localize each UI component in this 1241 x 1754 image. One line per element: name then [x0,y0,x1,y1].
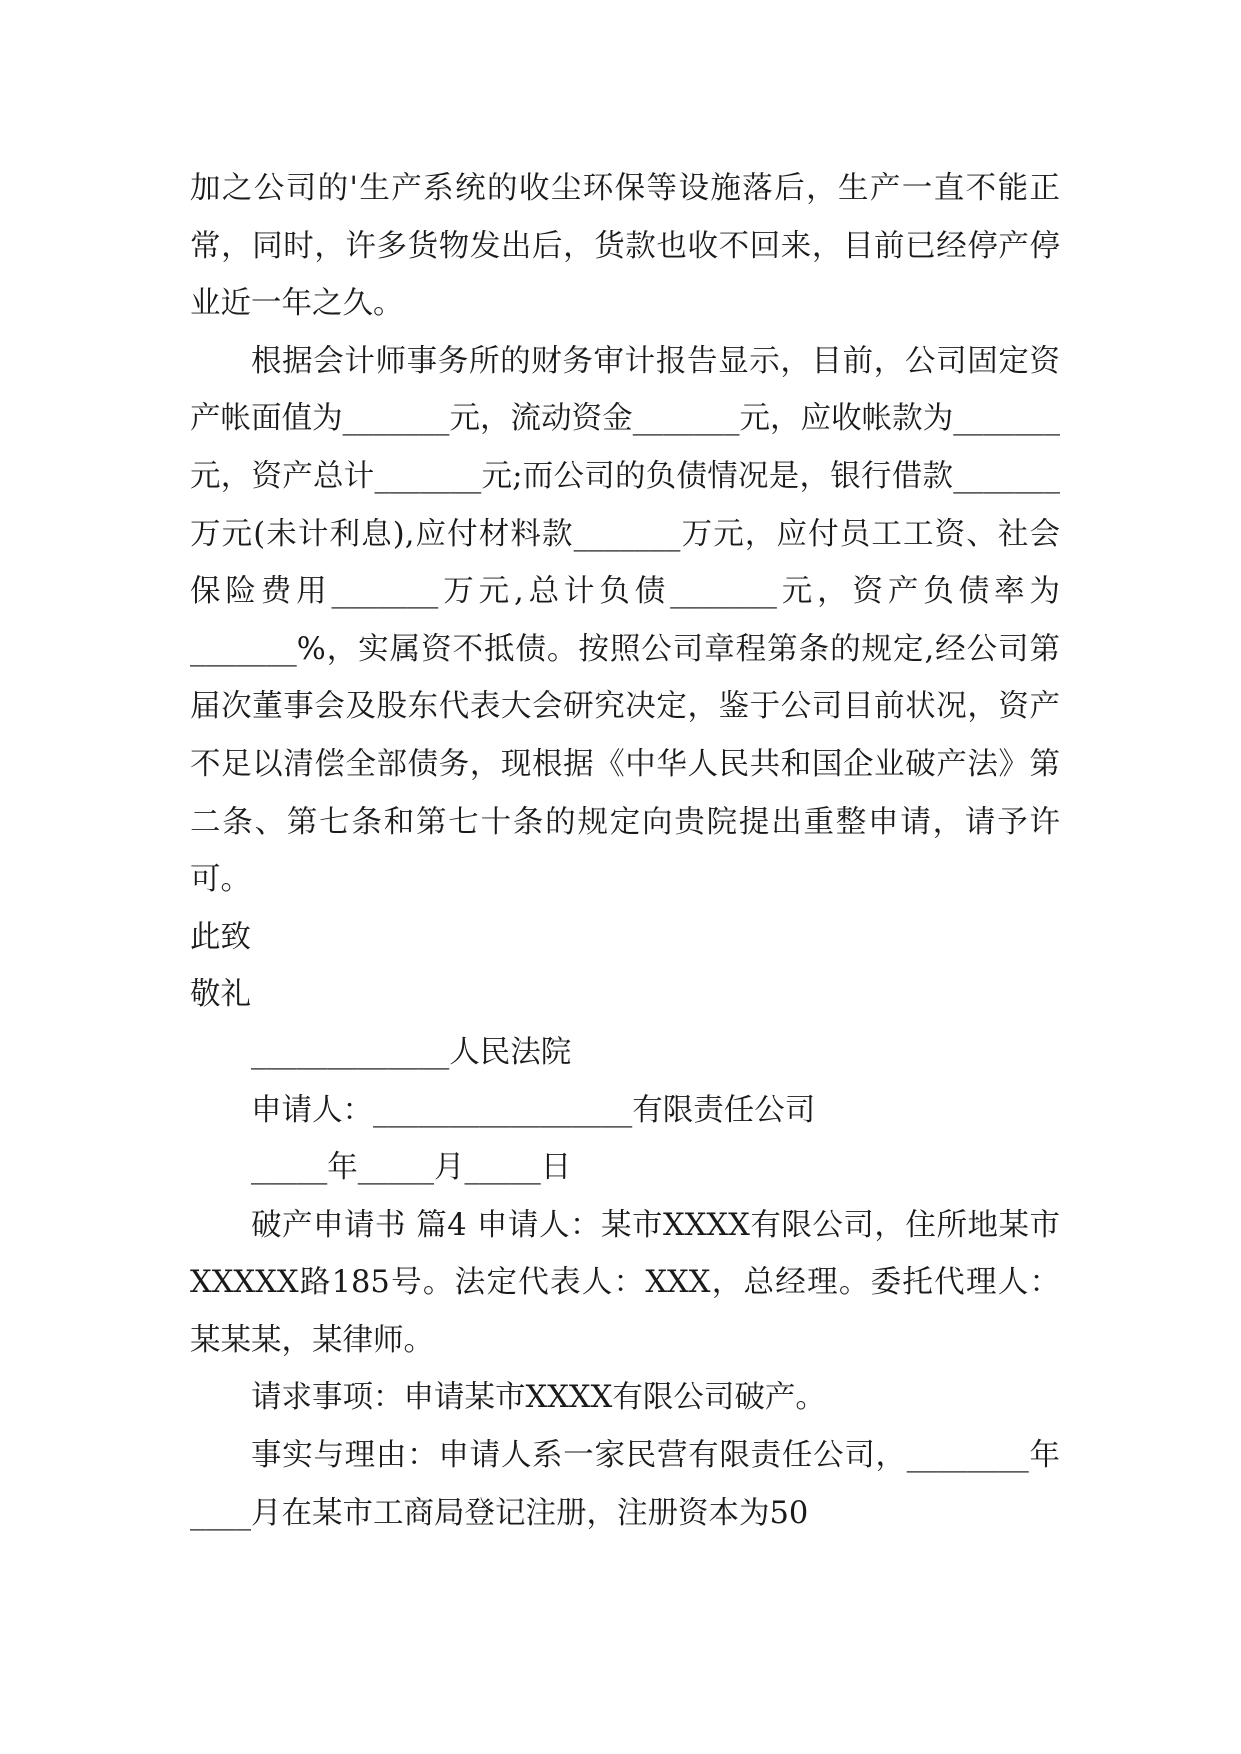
closing-salutation: 此致 [190,919,251,955]
paragraph-environment-issues: 加之公司的'生产系统的收尘环保等设施落后，生产一直不能正常，同时，许多货物发出后，货款也收不回来，目前已经停产停业近一年之久。 [190,171,1060,322]
document-body [190,160,1060,1542]
paragraph-request-items: 请求事项：申请某市XXXX有限公司破产。 [251,1380,826,1416]
paragraph-financial-audit: 根据会计师事务所的财务审计报告显示，目前，公司固定资产帐面值为_______元，流动资金_______元，应收帐款为_______元，资产总计_______元;而公司的负债情况是，银行借款_______万元(未计利息),应付材料款_______万元，应付员工工资、社会保险费用_______万元,总计负债_______元，资产负债率为_______%，实属资不抵债。按照公司章程第条的规定,经公司第届次董事会及股东代表大会研究决定，鉴于公司目前状况，资产不足以清偿全部债务，现根据《中华人民共和国企业破产法》第二条、第七条和第七十条的规定向贵院提出重整申请，请予许可。 [190,343,1060,898]
paragraph-facts-reasons: 事实与理由：申请人系一家民营有限责任公司，________年____月在某市工商局登记注册，注册资本为50 [190,1438,1060,1531]
date-line: _____年_____月_____日 [251,1150,572,1186]
applicant-signature-line: 申请人：_________________有限责任公司 [251,1092,816,1128]
court-name-line: _____________人民法院 [251,1034,572,1070]
paragraph-application-header: 破产申请书 篇4 申请人：某市XXXX有限公司，住所地某市XXXXX路185号。法定代表人：XXX，总经理。委托代理人：某某某，某律师。 [190,1207,1060,1358]
closing-regards: 敬礼 [190,977,251,1013]
